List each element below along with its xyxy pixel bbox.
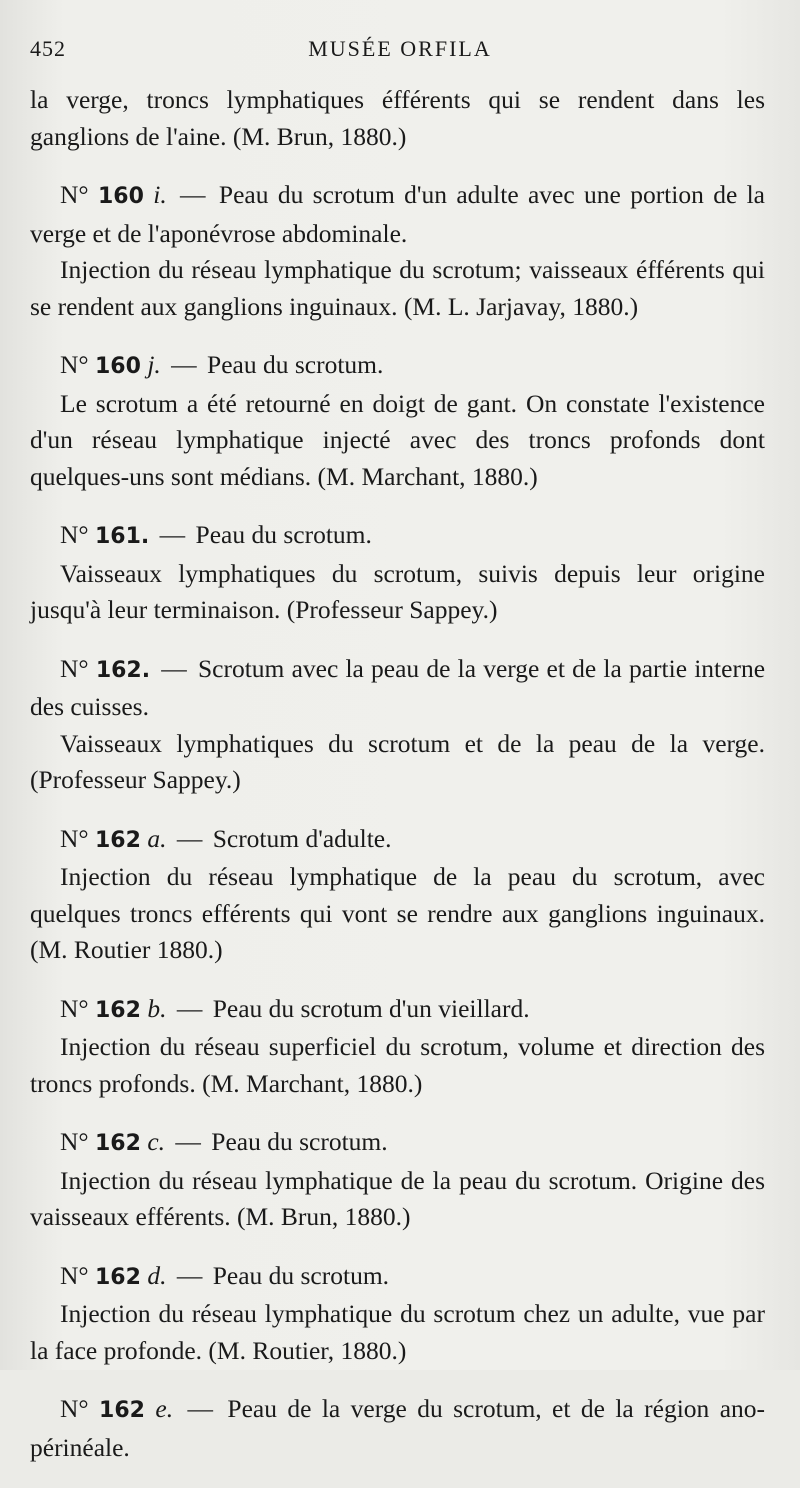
entry-heading (30, 517, 765, 556)
entry-prefix: N° (60, 1127, 89, 1156)
catalog-entry (30, 1258, 765, 1370)
entry-description: Injection du réseau lymphatique de la peau du scrotum. Origine des vaisseaux efférents. (M. Brun, 1880.) (30, 1165, 765, 1231)
catalog-entry (30, 1124, 765, 1236)
entry-heading (30, 1391, 765, 1466)
entry-description: Injection du réseau lymphatique du scrotum chez un adulte, vue par la face profonde. (M. Routier, 1880.) (30, 1299, 765, 1365)
entry-number: 162 (95, 1264, 141, 1290)
catalog-entry (30, 517, 765, 629)
entry-title: Peau du scrotum. (211, 1127, 388, 1156)
entry-number: 162 (95, 997, 141, 1023)
entry-prefix: N° (60, 823, 89, 853)
entry-dash: — (170, 993, 209, 1023)
entry-prefix: N° (60, 993, 89, 1023)
page-header (30, 36, 770, 66)
entry-suffix: a. (147, 823, 167, 853)
entry-title: Scrotum avec la peau de la verge et de la partie interne des cuisses. (30, 653, 766, 721)
entry-dash: — (170, 180, 215, 209)
entry-number: 162 (95, 1131, 141, 1156)
entry-dash: — (177, 1394, 224, 1423)
entry-number: 160 (97, 184, 144, 209)
entry-title: Peau du scrotum. (207, 350, 384, 379)
continuation-paragraph (30, 82, 765, 155)
entry-suffix: c. (147, 1127, 166, 1156)
entry-dash: — (170, 823, 209, 853)
entry-heading (30, 651, 765, 726)
entry-prefix: N° (60, 1394, 89, 1423)
entry-number: 162 (99, 1398, 145, 1423)
catalog-entries (30, 177, 765, 1466)
entry-description: Injection du réseau lymphatique du scrotum; vaisseaux éfférents qui se rendent aux ganglions inguinaux. (M. L. Jarjavay, 1880.) (30, 255, 765, 321)
entry-prefix: N° (60, 653, 89, 683)
catalog-entry (30, 347, 765, 495)
entry-description: Injection du réseau superficiel du scrotum, volume et direction des troncs profonds. (M. Marchant, 1880.) (30, 1032, 765, 1098)
entry-suffix: e. (155, 1394, 174, 1423)
entry-heading (30, 991, 765, 1030)
entry-heading (30, 1124, 765, 1163)
entry-number: 160 (95, 354, 141, 379)
entry-dash: — (154, 653, 194, 683)
entry-heading (30, 347, 765, 386)
entry-suffix: b. (147, 993, 167, 1023)
catalog-entry (30, 821, 765, 969)
entry-title: Peau du scrotum. (195, 520, 372, 549)
entry-title: Peau du scrotum d'un vieillard. (212, 993, 530, 1023)
continuation-text: la verge, troncs lymphatiques éfférents qui se rendent dans les ganglions de l'aine. (M. Brun, 1880.) (30, 85, 765, 151)
entry-suffix: i. (153, 180, 167, 209)
entry-prefix: N° (60, 1260, 89, 1290)
entry-number: 161. (95, 524, 150, 549)
entry-heading (30, 821, 765, 860)
entry-title: Peau de la verge du scrotum, et de la région ano-périnéale. (30, 1394, 766, 1462)
entry-dash: — (153, 520, 192, 549)
entry-dash: — (164, 350, 204, 379)
entry-prefix: N° (60, 180, 89, 209)
entry-heading (30, 1258, 765, 1297)
entry-prefix: N° (60, 350, 89, 379)
catalog-entry (30, 1391, 765, 1466)
entry-description: Le scrotum a été retourné en doigt de gant. On constate l'existence d'un réseau lymphatique injecté avec des troncs profonds dont quelques-uns sont médians. (M. Marchant, 1880.) (30, 388, 765, 491)
entry-title: Scrotum d'adulte. (212, 823, 392, 853)
entry-description: Injection du réseau lymphatique de la peau du scrotum, avec quelques troncs efférents qui vont se rendre aux ganglions inguinaux. (M. Routier 1880.) (30, 862, 765, 964)
entry-title: Peau du scrotum d'un adulte avec une portion de la verge et de l'aponévrose abdominale. (30, 180, 766, 248)
catalog-entry (30, 991, 765, 1103)
page-content (30, 82, 765, 1488)
entry-title: Peau du scrotum. (212, 1260, 390, 1290)
entry-number: 162 (95, 827, 141, 853)
catalog-entry (30, 651, 765, 799)
entry-dash: — (169, 1127, 208, 1156)
entry-description: Vaisseaux lymphatiques du scrotum et de la peau de la verge. (Professeur Sappey.) (30, 728, 765, 794)
entry-number: 162. (95, 657, 151, 683)
entry-dash: — (170, 1260, 209, 1290)
entry-suffix: j. (147, 350, 161, 379)
entry-suffix: d. (147, 1260, 167, 1290)
running-title: MUSÉE ORFILA (308, 36, 492, 61)
entry-prefix: N° (60, 520, 89, 549)
entry-heading (30, 177, 765, 252)
entry-description: Vaisseaux lymphatiques du scrotum, suivis depuis leur origine jusqu'à leur terminaison. (Professeur Sappey.) (30, 558, 765, 624)
page-number: 452 (30, 36, 66, 61)
catalog-entry (30, 177, 765, 325)
